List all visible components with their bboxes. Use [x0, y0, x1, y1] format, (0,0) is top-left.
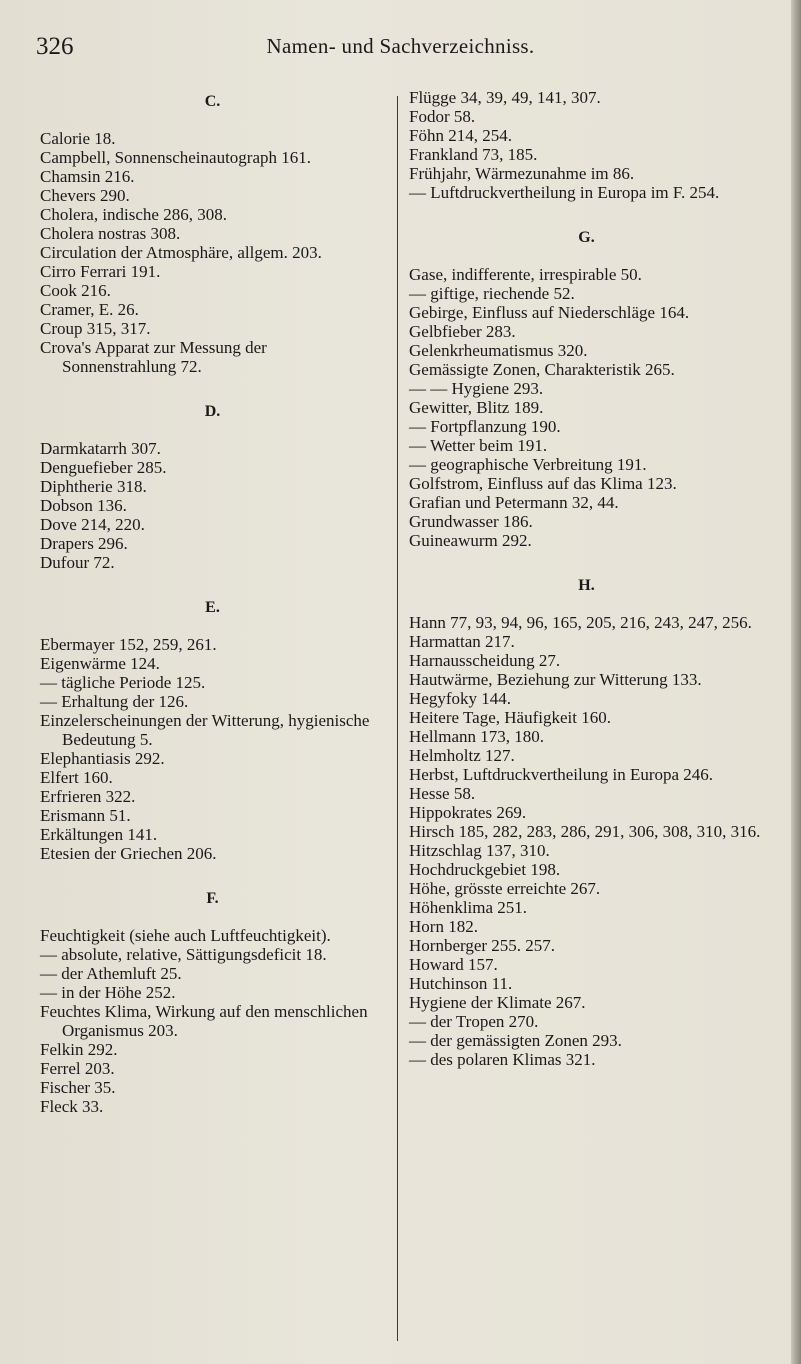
index-entry: — absolute, relative, Sättigungsdeficit 18.	[40, 945, 327, 964]
index-entry: Eigenwärme 124.	[40, 654, 160, 673]
index-entry: Hellmann 173, 180.	[409, 727, 545, 746]
section-letter: C.	[204, 93, 221, 110]
index-entry: — geographische Verbreitung 191.	[409, 455, 647, 474]
index-entry: Hitzschlag 137, 310.	[409, 841, 550, 860]
index-entry: Hochdruckgebiet 198.	[409, 860, 561, 879]
index-entry: Darmkatarrh 307.	[40, 439, 161, 458]
index-entry: Elfert 160.	[40, 768, 113, 787]
section-letter: E.	[205, 599, 220, 616]
index-entry: Chamsin 216.	[40, 167, 135, 186]
index-entry: Fleck 33.	[40, 1097, 104, 1116]
index-entry: Fischer 35.	[40, 1078, 116, 1097]
right-column	[409, 88, 764, 1069]
index-entry: Erfrieren 322.	[40, 787, 136, 806]
index-entry: Hygiene der Klimate 267.	[409, 993, 586, 1012]
index-entry: Fodor 58.	[409, 107, 476, 126]
index-entry: Gewitter, Blitz 189.	[409, 398, 544, 417]
index-entry: — der Athemluft 25.	[40, 964, 182, 983]
index-entry: Cirro Ferrari 191.	[40, 262, 161, 281]
index-entry: Harmattan 217.	[409, 632, 515, 651]
index-entry: Hegyfoky 144.	[409, 689, 511, 708]
index-entry: Frankland 73, 185.	[409, 145, 538, 164]
index-entry: — Erhaltung der 126.	[40, 692, 189, 711]
index-entry: Horn 182.	[409, 917, 478, 936]
index-entry: Erkältungen 141.	[40, 825, 158, 844]
index-entry: — des polaren Klimas 321.	[409, 1050, 596, 1069]
index-entry: — Luftdruckvertheilung in Europa im F. 254.	[409, 183, 720, 202]
index-entry: — der gemässigten Zonen 293.	[409, 1031, 622, 1050]
index-entry: — — Hygiene 293.	[409, 379, 544, 398]
index-entry: Gebirge, Einfluss auf Niederschläge 164.	[409, 303, 690, 322]
index-entry: Ferrel 203.	[40, 1059, 115, 1078]
index-entry: Gelbfieber 283.	[409, 322, 516, 341]
index-entry: Erismann 51.	[40, 806, 131, 825]
index-entry: Croup 315, 317.	[40, 319, 151, 338]
index-entry: Hippokrates 269.	[409, 803, 527, 822]
index-entry: Feuchtigkeit (siehe auch Luftfeuchtigkeit).	[40, 926, 331, 945]
index-entry: — giftige, riechende 52.	[409, 284, 575, 303]
index-entry: Höhenklima 251.	[409, 898, 528, 917]
index-entry: Grundwasser 186.	[409, 512, 533, 531]
index-entry: Hornberger 255. 257.	[409, 936, 556, 955]
index-entry: Ebermayer 152, 259, 261.	[40, 635, 217, 654]
section-letter: H.	[578, 577, 595, 594]
column-divider	[397, 96, 398, 1341]
index-entry: Chevers 290.	[40, 186, 130, 205]
index-entry: Etesien der Griechen 206.	[40, 844, 217, 863]
index-entry: — in der Höhe 252.	[40, 983, 176, 1002]
section-letter: D.	[204, 403, 221, 420]
index-entry: Cholera nostras 308.	[40, 224, 181, 243]
index-entry: Dobson 136.	[40, 496, 127, 515]
index-entry: Dove 214, 220.	[40, 515, 145, 534]
index-entry: Cook 216.	[40, 281, 111, 300]
index-entry: — der Tropen 270.	[409, 1012, 539, 1031]
index-entry: Campbell, Sonnenscheinautograph 161.	[40, 148, 312, 167]
section-letter: G.	[578, 229, 595, 246]
index-entry: Grafian und Petermann 32, 44.	[409, 493, 619, 512]
index-entry: — tägliche Periode 125.	[40, 673, 206, 692]
index-entry: — Wetter beim 191.	[409, 436, 548, 455]
index-entry: Dufour 72.	[40, 553, 115, 572]
index-entry: Helmholtz 127.	[409, 746, 515, 765]
index-entry: Cramer, E. 26.	[40, 300, 139, 319]
index-entry: Drapers 296.	[40, 534, 128, 553]
index-entry: Cholera, indische 286, 308.	[40, 205, 227, 224]
index-entry: Gelenkrheumatismus 320.	[409, 341, 588, 360]
index-entry: — Fortpflanzung 190.	[409, 417, 561, 436]
index-entry: Einzelerscheinungen der Witterung, hygienische Bedeutung 5.	[40, 711, 370, 749]
left-column	[40, 88, 385, 1116]
index-entry: Flügge 34, 39, 49, 141, 307.	[409, 88, 601, 107]
index-entry: Harnausscheidung 27.	[409, 651, 561, 670]
index-entry: Golfstrom, Einfluss auf das Klima 123.	[409, 474, 677, 493]
index-entry: Denguefieber 285.	[40, 458, 167, 477]
index-entry: Heitere Tage, Häufigkeit 160.	[409, 708, 611, 727]
index-entry: Diphtherie 318.	[40, 477, 147, 496]
index-entry: Frühjahr, Wärmezunahme im 86.	[409, 164, 635, 183]
index-entry: Crova's Apparat zur Messung der Sonnenstrahlung 72.	[40, 338, 267, 376]
section-letter: F.	[206, 890, 219, 907]
index-entry: Föhn 214, 254.	[409, 126, 512, 145]
index-entry: Howard 157.	[409, 955, 498, 974]
index-entry: Calorie 18.	[40, 129, 116, 148]
index-entry: Hautwärme, Beziehung zur Witterung 133.	[409, 670, 702, 689]
index-entry: Gase, indifferente, irrespirable 50.	[409, 265, 642, 284]
index-entry: Elephantiasis 292.	[40, 749, 165, 768]
index-entry: Circulation der Atmosphäre, allgem. 203.	[40, 243, 322, 262]
index-entry: Herbst, Luftdruckvertheilung in Europa 246.	[409, 765, 714, 784]
page-number: 326	[36, 33, 74, 60]
running-title: Namen- und Sachverzeichniss.	[266, 34, 535, 58]
index-entry: Hesse 58.	[409, 784, 476, 803]
index-entry: Feuchtes Klima, Wirkung auf den menschlichen Organismus 203.	[40, 1002, 368, 1040]
index-entry: Hutchinson 11.	[409, 974, 513, 993]
index-entry: Höhe, grösste erreichte 267.	[409, 879, 601, 898]
index-entry: Hann 77, 93, 94, 96, 165, 205, 216, 243, 247, 256.	[409, 613, 752, 632]
page-edge	[791, 0, 801, 1364]
index-entry: Guineawurm 292.	[409, 531, 532, 550]
page-header	[0, 18, 801, 58]
index-entry: Hirsch 185, 282, 283, 286, 291, 306, 308, 310, 316.	[409, 822, 761, 841]
index-entry: Felkin 292.	[40, 1040, 118, 1059]
index-entry: Gemässigte Zonen, Charakteristik 265.	[409, 360, 675, 379]
